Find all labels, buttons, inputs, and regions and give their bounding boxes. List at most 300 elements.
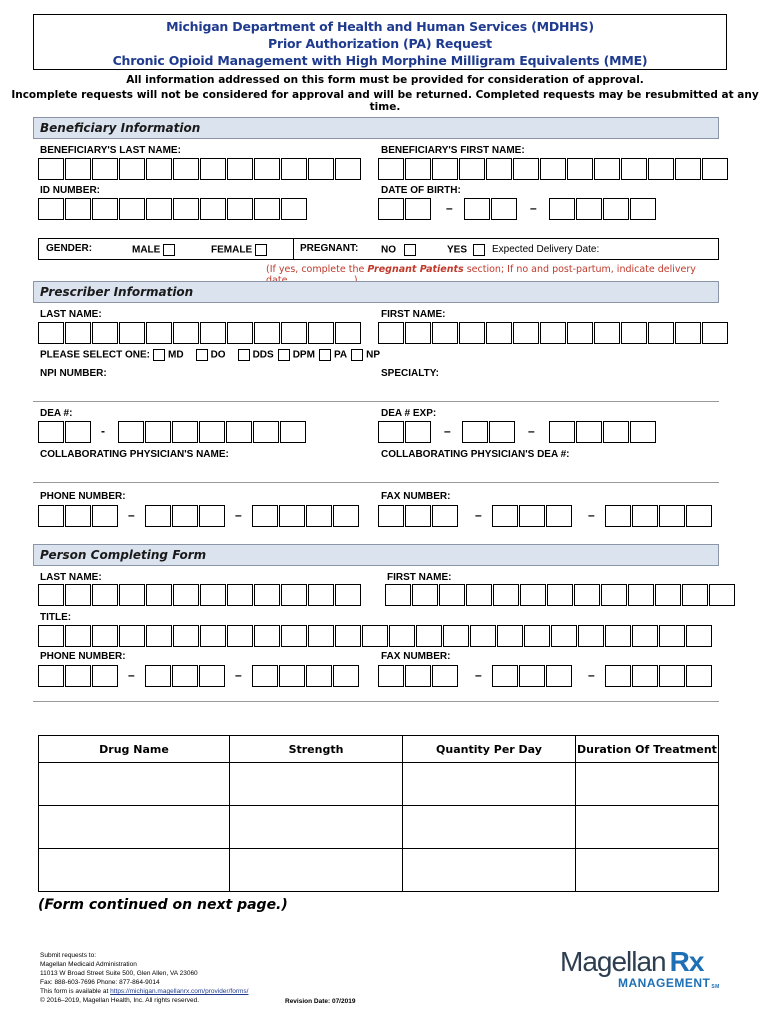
char-box[interactable] (702, 158, 728, 180)
npi-label: NPI NUMBER: (40, 368, 107, 379)
no-label: NO (381, 244, 396, 256)
male-option[interactable] (132, 244, 178, 256)
completer-phone-label: PHONE NUMBER: (40, 651, 126, 662)
char-box[interactable] (519, 665, 545, 687)
dds-label: DDS (252, 349, 274, 361)
completer-phone-line-boxes[interactable] (252, 665, 360, 687)
char-box[interactable] (146, 158, 172, 180)
col-drug-name: Drug Name (39, 736, 230, 763)
char-box[interactable] (92, 665, 118, 687)
char-box[interactable] (432, 158, 458, 180)
beneficiary-last-name-label: BENEFICIARY'S LAST NAME: (40, 145, 181, 156)
char-box[interactable] (655, 584, 681, 606)
char-box[interactable] (335, 584, 361, 606)
char-box[interactable] (486, 158, 512, 180)
char-box[interactable] (227, 625, 253, 647)
char-box[interactable] (686, 625, 712, 647)
char-box[interactable] (659, 665, 685, 687)
footer-availability-text: This form is available at (40, 988, 111, 995)
char-box[interactable] (200, 158, 226, 180)
char-box[interactable] (335, 322, 361, 344)
char-box[interactable] (594, 322, 620, 344)
char-box[interactable] (459, 322, 485, 344)
char-box[interactable] (38, 158, 64, 180)
char-box[interactable] (279, 505, 305, 527)
prescriber-fax-prefix-boxes[interactable] (492, 505, 573, 527)
char-box[interactable] (459, 158, 485, 180)
char-box[interactable] (333, 665, 359, 687)
char-box[interactable] (601, 584, 627, 606)
char-box[interactable] (119, 158, 145, 180)
char-box[interactable] (630, 198, 656, 220)
completer-phone-area-boxes[interactable] (38, 665, 119, 687)
char-box[interactable] (280, 421, 306, 443)
table-cell[interactable] (576, 763, 719, 806)
section-title: Beneficiary Information (40, 121, 201, 135)
char-box[interactable] (466, 584, 492, 606)
char-box[interactable] (486, 322, 512, 344)
char-box[interactable] (416, 625, 442, 647)
form-continued-note: (Form continued on next page.) (38, 897, 288, 913)
drug-table-header (39, 736, 719, 763)
char-box[interactable] (659, 625, 685, 647)
char-box[interactable] (119, 625, 145, 647)
pa-checkbox[interactable] (319, 349, 331, 361)
note-emphasis: Pregnant Patients (367, 264, 464, 275)
table-row (39, 763, 719, 806)
char-box[interactable] (378, 198, 404, 220)
char-box[interactable] (632, 665, 658, 687)
table-cell[interactable] (403, 763, 576, 806)
phone-dash-1: – (128, 508, 135, 522)
table-cell[interactable] (39, 849, 230, 892)
char-box[interactable] (252, 665, 278, 687)
char-box[interactable] (682, 584, 708, 606)
char-box[interactable] (603, 198, 629, 220)
char-box[interactable] (119, 198, 145, 220)
char-box[interactable] (378, 505, 404, 527)
char-box[interactable] (281, 198, 307, 220)
char-box[interactable] (308, 625, 334, 647)
header-subject: Chronic Opioid Management with High Morphine Milligram Equivalents (MME) (112, 53, 648, 68)
prescriber-last-name-boxes[interactable] (38, 322, 362, 344)
prescriber-last-name-label: LAST NAME: (40, 309, 102, 320)
phone-dash-2: – (235, 668, 242, 682)
table-row (39, 806, 719, 849)
char-box[interactable] (335, 158, 361, 180)
table-cell[interactable] (403, 849, 576, 892)
dea-prefix-boxes[interactable] (38, 421, 92, 443)
char-box[interactable] (145, 665, 171, 687)
yes-checkbox[interactable] (473, 244, 485, 256)
table-row (39, 849, 719, 892)
prescriber-fax-line-boxes[interactable] (605, 505, 713, 527)
fax-dash-2: – (588, 668, 595, 682)
char-box[interactable] (92, 505, 118, 527)
pregnant-label: PREGNANT: (300, 243, 359, 254)
char-box[interactable] (675, 158, 701, 180)
credential-select (40, 349, 380, 361)
dpm-checkbox[interactable] (278, 349, 290, 361)
char-box[interactable] (605, 665, 631, 687)
char-box[interactable] (38, 665, 64, 687)
char-box[interactable] (492, 505, 518, 527)
prescriber-phone-area-boxes[interactable] (38, 505, 119, 527)
completer-title-boxes[interactable] (38, 625, 713, 647)
char-box[interactable] (92, 158, 118, 180)
char-box[interactable] (65, 625, 91, 647)
char-box[interactable] (405, 665, 431, 687)
dea-exp-day-boxes[interactable] (462, 421, 516, 443)
char-box[interactable] (605, 625, 631, 647)
col-quantity: Quantity Per Day (403, 736, 576, 763)
np-checkbox[interactable] (351, 349, 363, 361)
footer-copyright: © 2016–2019, Magellan Health, Inc. All rights reserved. (40, 997, 200, 1004)
completer-title-label: TITLE: (40, 612, 72, 623)
prescriber-phone-prefix-boxes[interactable] (145, 505, 226, 527)
completer-fax-label: FAX NUMBER: (381, 651, 451, 662)
char-box[interactable] (362, 625, 388, 647)
char-box[interactable] (632, 625, 658, 647)
char-box[interactable] (546, 665, 572, 687)
char-box[interactable] (628, 584, 654, 606)
char-box[interactable] (567, 322, 593, 344)
char-box[interactable] (227, 322, 253, 344)
char-box[interactable] (443, 625, 469, 647)
form-header (33, 14, 727, 70)
char-box[interactable] (92, 322, 118, 344)
prescriber-fax-area-boxes[interactable] (378, 505, 459, 527)
do-label: DO (210, 349, 226, 361)
completer-last-name-label: LAST NAME: (40, 572, 102, 583)
section-title: Person Completing Form (40, 548, 207, 562)
dea-dash: - (101, 424, 105, 438)
char-box[interactable] (65, 505, 91, 527)
char-box[interactable] (199, 421, 225, 443)
char-box[interactable] (281, 625, 307, 647)
fax-dash-1: – (475, 508, 482, 522)
forms-link[interactable]: https://michigan.magellanrx.com/provider/forms/ (110, 988, 249, 995)
dea-label: DEA #: (40, 408, 73, 419)
npi-entry-line[interactable] (33, 401, 719, 402)
dea-exp-label: DEA # EXP: (381, 408, 437, 419)
char-box[interactable] (513, 158, 539, 180)
dob-day-boxes[interactable] (464, 198, 518, 220)
char-box[interactable] (38, 198, 64, 220)
char-box[interactable] (576, 421, 602, 443)
char-box[interactable] (38, 421, 64, 443)
table-cell[interactable] (230, 763, 403, 806)
completer-first-name-label: FIRST NAME: (387, 572, 452, 583)
char-box[interactable] (227, 198, 253, 220)
table-cell[interactable] (230, 849, 403, 892)
beneficiary-last-name-boxes[interactable] (38, 158, 362, 180)
char-box[interactable] (432, 505, 458, 527)
prescriber-first-name-boxes[interactable] (378, 322, 729, 344)
char-box[interactable] (253, 421, 279, 443)
id-number-label: ID NUMBER: (40, 185, 100, 196)
female-checkbox[interactable] (255, 244, 267, 256)
dea-number-boxes[interactable] (118, 421, 307, 443)
prescriber-phone-label: PHONE NUMBER: (40, 491, 126, 502)
char-box[interactable] (574, 584, 600, 606)
char-box[interactable] (227, 158, 253, 180)
char-box[interactable] (497, 625, 523, 647)
char-box[interactable] (648, 158, 674, 180)
dob-dash-1: – (446, 201, 453, 215)
completer-fax-prefix-boxes[interactable] (492, 665, 573, 687)
char-box[interactable] (540, 322, 566, 344)
header-agency: Michigan Department of Health and Human Services (MDHHS) (166, 19, 594, 34)
col-strength: Strength (230, 736, 403, 763)
char-box[interactable] (92, 584, 118, 606)
completer-fax-line-boxes[interactable] (605, 665, 713, 687)
completer-fax-area-boxes[interactable] (378, 665, 459, 687)
char-box[interactable] (38, 505, 64, 527)
char-box[interactable] (119, 322, 145, 344)
char-box[interactable] (254, 584, 280, 606)
char-box[interactable] (173, 625, 199, 647)
female-option[interactable] (211, 244, 270, 256)
footer-availability (40, 987, 248, 996)
char-box[interactable] (200, 584, 226, 606)
section-title: Prescriber Information (40, 285, 194, 299)
char-box[interactable] (702, 322, 728, 344)
revision-date: Revision Date: 07/2019 (285, 998, 356, 1005)
char-box[interactable] (491, 198, 517, 220)
completer-last-name-boxes[interactable] (38, 584, 362, 606)
char-box[interactable] (578, 625, 604, 647)
collab-entry-line[interactable] (33, 482, 719, 483)
char-box[interactable] (172, 421, 198, 443)
char-box[interactable] (145, 505, 171, 527)
char-box[interactable] (281, 322, 307, 344)
char-box[interactable] (146, 584, 172, 606)
char-box[interactable] (551, 625, 577, 647)
char-box[interactable] (549, 198, 575, 220)
no-option[interactable] (381, 244, 419, 256)
char-box[interactable] (405, 505, 431, 527)
char-box[interactable] (146, 322, 172, 344)
char-box[interactable] (540, 158, 566, 180)
char-box[interactable] (173, 198, 199, 220)
char-box[interactable] (524, 625, 550, 647)
char-box[interactable] (464, 198, 490, 220)
char-box[interactable] (470, 625, 496, 647)
char-box[interactable] (567, 158, 593, 180)
phone-dash-1: – (128, 668, 135, 682)
char-box[interactable] (92, 625, 118, 647)
char-box[interactable] (621, 158, 647, 180)
id-number-boxes[interactable] (38, 198, 308, 220)
collab-dea-label: COLLABORATING PHYSICIAN'S DEA #: (381, 449, 570, 460)
char-box[interactable] (630, 421, 656, 443)
char-box[interactable] (146, 625, 172, 647)
pa-label: PA (333, 349, 348, 361)
prescriber-first-name-label: FIRST NAME: (381, 309, 446, 320)
char-box[interactable] (378, 158, 404, 180)
char-box[interactable] (648, 322, 674, 344)
drug-table (38, 735, 719, 892)
char-box[interactable] (306, 665, 332, 687)
char-box[interactable] (686, 505, 712, 527)
logo-sm-mark: SM (711, 984, 720, 990)
collab-name-label: COLLABORATING PHYSICIAN'S NAME: (40, 449, 229, 460)
char-box[interactable] (432, 322, 458, 344)
no-checkbox[interactable] (404, 244, 416, 256)
section-prescriber (33, 281, 719, 303)
footer-org: Magellan Medicaid Administration (40, 961, 137, 968)
char-box[interactable] (281, 158, 307, 180)
char-box[interactable] (493, 584, 519, 606)
char-box[interactable] (254, 625, 280, 647)
char-box[interactable] (378, 322, 404, 344)
table-cell[interactable] (39, 763, 230, 806)
char-box[interactable] (65, 198, 91, 220)
completer-phone-prefix-boxes[interactable] (145, 665, 226, 687)
char-box[interactable] (333, 505, 359, 527)
char-box[interactable] (549, 421, 575, 443)
dob-dash-2: – (530, 201, 537, 215)
dea-exp-year-boxes[interactable] (549, 421, 657, 443)
char-box[interactable] (145, 421, 171, 443)
char-box[interactable] (173, 584, 199, 606)
char-box[interactable] (659, 505, 685, 527)
char-box[interactable] (389, 625, 415, 647)
char-box[interactable] (65, 584, 91, 606)
section-completer (33, 544, 719, 566)
char-box[interactable] (119, 584, 145, 606)
char-box[interactable] (172, 505, 198, 527)
dob-year-boxes[interactable] (549, 198, 657, 220)
md-checkbox[interactable] (153, 349, 165, 361)
char-box[interactable] (254, 158, 280, 180)
prescriber-phone-line-boxes[interactable] (252, 505, 360, 527)
footer-submit: Submit requests to: (40, 952, 96, 959)
char-box[interactable] (199, 505, 225, 527)
char-box[interactable] (405, 158, 431, 180)
char-box[interactable] (173, 158, 199, 180)
char-box[interactable] (306, 505, 332, 527)
char-box[interactable] (308, 584, 334, 606)
beneficiary-first-name-label: BENEFICIARY'S FIRST NAME: (381, 145, 525, 156)
char-box[interactable] (492, 665, 518, 687)
logo-word-rx: Rx (669, 946, 704, 977)
expected-delivery-label: Expected Delivery Date: (492, 244, 600, 255)
char-box[interactable] (38, 625, 64, 647)
char-box[interactable] (576, 198, 602, 220)
char-box[interactable] (439, 584, 465, 606)
char-box[interactable] (146, 198, 172, 220)
beneficiary-first-name-boxes[interactable] (378, 158, 729, 180)
char-box[interactable] (605, 505, 631, 527)
table-cell[interactable] (576, 806, 719, 849)
char-box[interactable] (281, 584, 307, 606)
do-checkbox[interactable] (196, 349, 208, 361)
male-checkbox[interactable] (163, 244, 175, 256)
char-box[interactable] (200, 625, 226, 647)
logo-word-management (618, 976, 720, 990)
char-box[interactable] (405, 322, 431, 344)
char-box[interactable] (279, 665, 305, 687)
dpm-label: DPM (292, 349, 315, 361)
char-box[interactable] (709, 584, 735, 606)
md-label: MD (168, 349, 184, 361)
note-text: (If yes, complete the (266, 264, 368, 275)
char-box[interactable] (520, 584, 546, 606)
char-box[interactable] (199, 665, 225, 687)
dea-exp-dash-1: – (444, 424, 451, 438)
char-box[interactable] (547, 584, 573, 606)
char-box[interactable] (65, 665, 91, 687)
char-box[interactable] (378, 421, 404, 443)
char-box[interactable] (308, 158, 334, 180)
char-box[interactable] (385, 584, 411, 606)
char-box[interactable] (489, 421, 515, 443)
dea-exp-month-boxes[interactable] (378, 421, 432, 443)
char-box[interactable] (519, 505, 545, 527)
char-box[interactable] (172, 665, 198, 687)
char-box[interactable] (675, 322, 701, 344)
char-box[interactable] (603, 421, 629, 443)
char-box[interactable] (65, 421, 91, 443)
char-box[interactable] (405, 198, 431, 220)
char-box[interactable] (200, 322, 226, 344)
char-box[interactable] (118, 421, 144, 443)
char-box[interactable] (335, 625, 361, 647)
table-cell[interactable] (39, 806, 230, 849)
char-box[interactable] (621, 322, 647, 344)
char-box[interactable] (200, 198, 226, 220)
completer-first-name-boxes[interactable] (385, 584, 736, 606)
char-box[interactable] (252, 505, 278, 527)
logo-management-text: MANAGEMENT (618, 976, 711, 990)
table-cell[interactable] (230, 806, 403, 849)
dob-month-boxes[interactable] (378, 198, 432, 220)
char-box[interactable] (462, 421, 488, 443)
char-box[interactable] (254, 198, 280, 220)
table-cell[interactable] (576, 849, 719, 892)
fax-dash-2: – (588, 508, 595, 522)
section-divider (33, 701, 719, 702)
char-box[interactable] (412, 584, 438, 606)
char-box[interactable] (65, 322, 91, 344)
char-box[interactable] (546, 505, 572, 527)
char-box[interactable] (594, 158, 620, 180)
char-box[interactable] (92, 198, 118, 220)
char-box[interactable] (632, 505, 658, 527)
credential-select-label: PLEASE SELECT ONE: (40, 349, 151, 361)
char-box[interactable] (432, 665, 458, 687)
table-cell[interactable] (403, 806, 576, 849)
char-box[interactable] (226, 421, 252, 443)
char-box[interactable] (173, 322, 199, 344)
char-box[interactable] (378, 665, 404, 687)
char-box[interactable] (38, 322, 64, 344)
char-box[interactable] (405, 421, 431, 443)
char-box[interactable] (686, 665, 712, 687)
gender-label: GENDER: (46, 243, 93, 254)
yes-option[interactable] (447, 244, 488, 256)
char-box[interactable] (254, 322, 280, 344)
dds-checkbox[interactable] (238, 349, 250, 361)
logo-word-magellan: Magellan (560, 946, 666, 977)
char-box[interactable] (227, 584, 253, 606)
char-box[interactable] (65, 158, 91, 180)
char-box[interactable] (513, 322, 539, 344)
char-box[interactable] (308, 322, 334, 344)
char-box[interactable] (38, 584, 64, 606)
